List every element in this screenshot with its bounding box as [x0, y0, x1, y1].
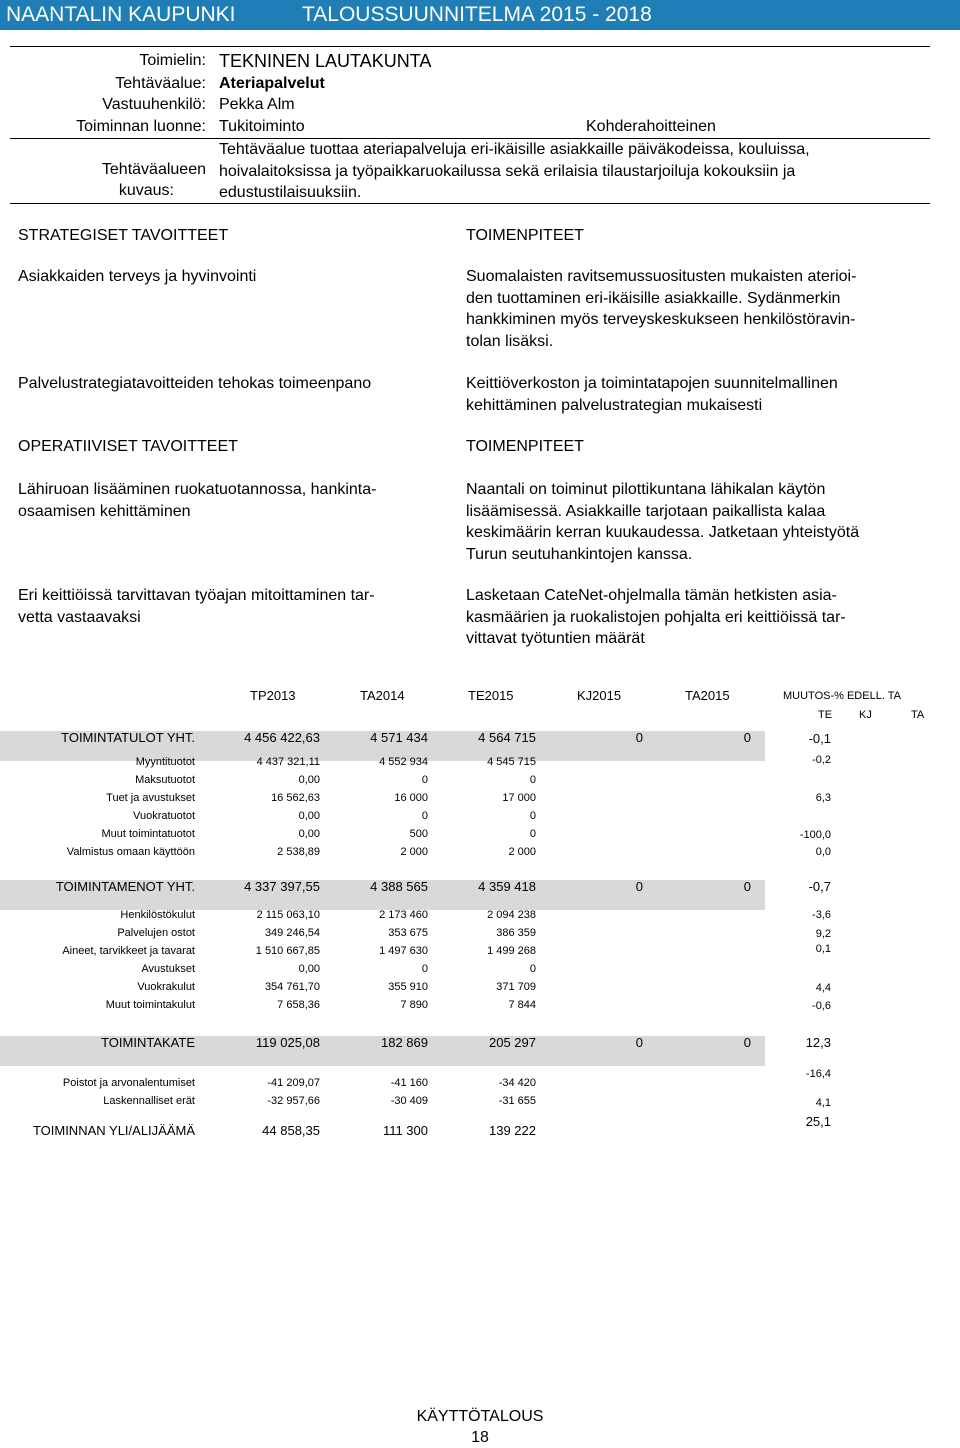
- cell-ta2015: 0: [743, 730, 751, 745]
- cell-kj2015: 0: [635, 730, 643, 745]
- operative-measure: Lasketaan CateNet-ohjelmalla tämän hetkisten asia-: [466, 587, 837, 604]
- toiminnan-luonne-label: Toiminnan luonne:: [76, 118, 206, 135]
- row-label: Vuokrakulut: [137, 981, 195, 993]
- measures-heading: TOIMENPITEET: [466, 227, 584, 244]
- strategic-heading: STRATEGISET TAVOITTEET: [18, 227, 229, 244]
- cell-te2015: 0: [529, 828, 536, 840]
- cell-te2015: 0: [529, 774, 536, 786]
- strategic-goal: Asiakkaiden terveys ja hyvinvointi: [18, 268, 257, 285]
- cell-change-te: -16,4: [805, 1068, 831, 1080]
- cell-change-te: -0,6: [812, 1000, 831, 1012]
- operative-measure: lisäämisessä. Asiakkaille tarjotaan paikallista kalaa: [466, 502, 826, 520]
- kuvaus-line: hoivalaitoksissa ja työpaikkaruokailussa sekä erilaisia tilaustarjoiluja kokouksiin ja: [219, 162, 796, 180]
- row-label: Laskennalliset erät: [103, 1095, 195, 1107]
- col-subheader-ta: TA: [911, 709, 925, 721]
- cell-te2015: 386 359: [496, 927, 536, 939]
- col-header-kj2015: KJ2015: [577, 688, 622, 703]
- kuvaus-label-2: kuvaus:: [118, 182, 174, 199]
- cell-te2015: 2 000: [508, 846, 536, 858]
- cell-tp2013: 16 562,63: [271, 792, 320, 804]
- cell-te2015: 1 499 268: [487, 945, 536, 957]
- cell-ta2014: 7 890: [400, 999, 428, 1011]
- cell-ta2014: -30 409: [390, 1095, 428, 1107]
- cell-change-te: 6,3: [815, 792, 831, 804]
- cell-ta2014: 4 552 934: [379, 756, 428, 768]
- cell-tp2013: -41 209,07: [267, 1077, 320, 1089]
- operative-measure: kasmäärien ja ruokalistojen pohjalta eri keittiöissä tar-: [466, 608, 846, 626]
- vastuuhenkilo-label: Vastuuhenkilö:: [102, 96, 206, 113]
- row-label: Maksutuotot: [135, 774, 195, 786]
- cell-ta2014: 0: [421, 774, 428, 786]
- cell-change-te: -3,6: [812, 909, 831, 921]
- strategic-measure: tolan lisäksi.: [466, 332, 554, 350]
- cell-tp2013: 349 246,54: [264, 927, 320, 939]
- cell-change-te: -0,2: [812, 754, 831, 766]
- page-number: 18: [471, 1429, 489, 1446]
- cell-change-te: 25,1: [805, 1114, 831, 1129]
- cell-tp2013: -32 957,66: [267, 1095, 320, 1107]
- operative-measure: Turun seutuhankintojen kanssa.: [466, 545, 693, 563]
- cell-te2015: 4 359 418: [478, 879, 536, 894]
- col-header-change: MUUTOS-% EDELL. TA: [783, 690, 901, 702]
- row-label: TOIMINTAKATE: [101, 1035, 195, 1050]
- cell-tp2013: 2 538,89: [277, 846, 320, 858]
- kohderahoitteinen-label: Kohderahoitteinen: [586, 118, 716, 135]
- cell-te2015: 0: [529, 963, 536, 975]
- toiminnan-luonne-value: Tukitoiminto: [219, 118, 305, 135]
- operative-heading: OPERATIIVISET TAVOITTEET: [18, 438, 238, 455]
- tehtavaalue-value: Ateriapalvelut: [219, 75, 325, 92]
- operative-goal: Eri keittiöissä tarvittavan työajan mitoittaminen tar-: [18, 587, 375, 604]
- row-label: TOIMINTATULOT YHT.: [61, 730, 195, 745]
- kuvaus-label-1: Tehtäväalueen: [101, 161, 206, 178]
- cell-ta2014: 182 869: [381, 1035, 428, 1050]
- cell-tp2013: 354 761,70: [264, 981, 320, 993]
- cell-ta2014: 2 173 460: [379, 909, 428, 921]
- operative-goal: osaamisen kehittäminen: [18, 502, 191, 520]
- operative-goal: Lähiruoan lisääminen ruokatuotannossa, hankinta-: [18, 481, 377, 498]
- strategic-measure: kehittäminen palvelustrategian mukaisesti: [466, 396, 763, 414]
- strategic-measure: Keittiöverkoston ja toimintatapojen suunnitelmallinen: [466, 375, 838, 392]
- cell-tp2013: 0,00: [298, 828, 320, 840]
- operative-measure: Naantali on toiminut pilottikuntana lähikalan käytön: [466, 481, 826, 498]
- cell-kj2015: 0: [635, 879, 643, 894]
- kuvaus-line: edustustilaisuuksiin.: [219, 184, 362, 201]
- cell-ta2014: 16 000: [394, 792, 428, 804]
- row-label: Palvelujen ostot: [117, 927, 195, 939]
- cell-ta2014: 355 910: [388, 981, 428, 993]
- cell-change-te: 9,2: [815, 928, 831, 940]
- cell-te2015: 4 545 715: [487, 756, 536, 768]
- row-label: Poistot ja arvonalentumiset: [62, 1077, 195, 1089]
- cell-ta2014: 2 000: [400, 846, 428, 858]
- row-label: Aineet, tarvikkeet ja tavarat: [62, 945, 195, 957]
- kuvaus-line: Tehtäväalue tuottaa ateriapalveluja eri-ikäisille asiakkaille päiväkodeissa, kouluissa,: [219, 141, 810, 158]
- operative-measure: keskimäärin kerran kuukaudessa. Jatketaan yhteistyötä: [466, 524, 860, 541]
- cell-ta2014: 111 300: [382, 1123, 428, 1138]
- divider-top: [10, 46, 930, 47]
- cell-te2015: -34 420: [498, 1077, 536, 1089]
- cell-tp2013: 0,00: [298, 810, 320, 822]
- cell-tp2013: 4 456 422,63: [244, 730, 320, 745]
- strategic-measure: Suomalaisten ravitsemussuositusten mukaisten aterioi-: [466, 268, 857, 285]
- cell-ta2014: 353 675: [388, 927, 428, 939]
- divider-bottom: [10, 203, 930, 204]
- cell-change-te: 0,1: [815, 943, 831, 955]
- cell-change-te: 4,4: [815, 982, 831, 994]
- toimielin-label: Toimielin:: [139, 52, 206, 69]
- row-label: Henkilöstökulut: [120, 909, 195, 921]
- header-doc-title: TALOUSSUUNNITELMA 2015 - 2018: [302, 3, 652, 26]
- cell-change-te: 0,0: [815, 846, 831, 858]
- cell-tp2013: 0,00: [298, 774, 320, 786]
- cell-change-te: -0,1: [808, 731, 831, 746]
- cell-te2015: 4 564 715: [478, 730, 536, 745]
- cell-ta2014: 0: [421, 810, 428, 822]
- cell-kj2015: 0: [635, 1035, 643, 1050]
- row-label: Muut toimintakulut: [105, 999, 195, 1011]
- row-label: Vuokratuotot: [133, 810, 195, 822]
- header-bar: [0, 0, 960, 30]
- cell-change-te: 4,1: [815, 1097, 831, 1109]
- tehtavaalue-label: Tehtäväalue:: [115, 75, 206, 92]
- row-label: Valmistus omaan käyttöön: [66, 846, 195, 858]
- row-label: Tuet ja avustukset: [106, 792, 195, 804]
- cell-tp2013: 44 858,35: [262, 1123, 320, 1138]
- row-label: Avustukset: [141, 963, 195, 975]
- cell-te2015: 0: [529, 810, 536, 822]
- operative-goal: vetta vastaavaksi: [18, 608, 141, 626]
- measures-heading: TOIMENPITEET: [466, 438, 584, 455]
- header-city: NAANTALIN KAUPUNKI: [6, 3, 236, 26]
- cell-tp2013: 4 337 397,55: [244, 879, 320, 894]
- col-header-ta2015: TA2015: [685, 688, 730, 703]
- col-header-tp2013: TP2013: [250, 688, 296, 703]
- cell-tp2013: 7 658,36: [277, 999, 320, 1011]
- cell-tp2013: 1 510 667,85: [255, 945, 320, 957]
- cell-ta2014: 0: [421, 963, 428, 975]
- row-label: Myyntituotot: [135, 756, 195, 768]
- cell-ta2014: 500: [409, 828, 428, 840]
- cell-te2015: 2 094 238: [487, 909, 536, 921]
- row-label: Muut toimintatuotot: [101, 828, 195, 840]
- cell-change-te: -100,0: [799, 829, 831, 841]
- row-label: TOIMINTAMENOT YHT.: [55, 879, 195, 894]
- cell-tp2013: 2 115 063,10: [256, 909, 320, 921]
- strategic-goal: Palvelustrategiatavoitteiden tehokas toimeenpano: [18, 375, 372, 392]
- cell-ta2014: -41 160: [390, 1077, 428, 1089]
- col-subheader-kj: KJ: [859, 709, 872, 721]
- cell-tp2013: 4 437 321,11: [256, 756, 320, 768]
- cell-change-te: -0,7: [808, 879, 831, 894]
- row-label: TOIMINNAN YLI/ALIJÄÄMÄ: [32, 1123, 195, 1138]
- cell-tp2013: 119 025,08: [255, 1035, 320, 1050]
- cell-change-te: 12,3: [805, 1035, 831, 1050]
- cell-te2015: 205 297: [489, 1035, 536, 1050]
- col-header-ta2014: TA2014: [360, 688, 405, 703]
- strategic-measure: den tuottaminen eri-ikäisille asiakkaille. Sydänmerkin: [466, 289, 841, 307]
- col-subheader-te: TE: [818, 709, 833, 721]
- cell-te2015: 7 844: [508, 999, 536, 1011]
- cell-te2015: 17 000: [502, 792, 536, 804]
- cell-ta2014: 1 497 630: [379, 945, 428, 957]
- cell-tp2013: 0,00: [298, 963, 320, 975]
- cell-ta2015: 0: [743, 1035, 751, 1050]
- footer-section: KÄYTTÖTALOUS: [416, 1408, 544, 1425]
- strategic-measure: hankkiminen myös terveyskeskukseen henkilöstöravin-: [466, 311, 856, 328]
- toimielin-value: TEKNINEN LAUTAKUNTA: [219, 51, 432, 71]
- cell-te2015: 371 709: [496, 981, 536, 993]
- cell-te2015: 139 222: [489, 1123, 536, 1138]
- cell-ta2015: 0: [743, 879, 751, 894]
- cell-ta2014: 4 571 434: [370, 730, 428, 745]
- vastuuhenkilo-value: Pekka Alm: [219, 96, 295, 113]
- operative-measure: vittavat työtuntien määrät: [466, 630, 645, 647]
- col-header-te2015: TE2015: [468, 688, 514, 703]
- cell-ta2014: 4 388 565: [370, 879, 428, 894]
- cell-te2015: -31 655: [498, 1095, 536, 1107]
